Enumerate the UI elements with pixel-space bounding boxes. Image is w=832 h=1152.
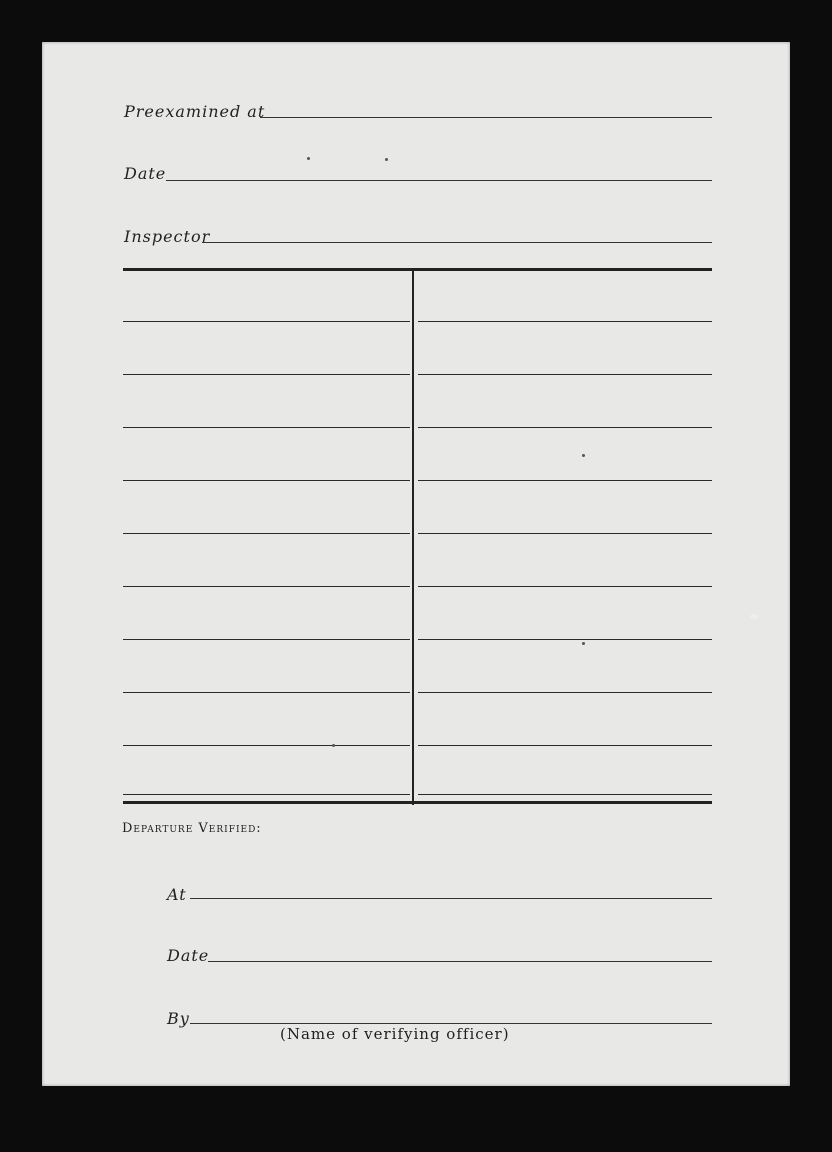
table-row[interactable] (123, 745, 410, 746)
scan-speck (307, 157, 310, 160)
departure-at-label: At (167, 885, 187, 904)
table-row[interactable] (123, 427, 410, 428)
preexamined-at-label: Preexamined at (124, 102, 266, 121)
scan-speck (385, 158, 388, 161)
departure-date-label: Date (167, 946, 210, 965)
table-row[interactable] (418, 427, 712, 428)
form-card (42, 42, 790, 1086)
inspector-line[interactable] (202, 242, 712, 243)
table-bottom-border (123, 801, 712, 804)
table-row[interactable] (123, 692, 410, 693)
inspector-label: Inspector (124, 227, 211, 246)
table-row[interactable] (418, 586, 712, 587)
table-row[interactable] (418, 692, 712, 693)
scan-speck (582, 454, 585, 457)
scan-speck (582, 642, 585, 645)
table-row[interactable] (418, 745, 712, 746)
verifying-officer-caption: (Name of verifying officer) (280, 1025, 510, 1043)
table-row[interactable] (123, 480, 410, 481)
table-row[interactable] (123, 639, 410, 640)
date-label: Date (124, 164, 167, 183)
departure-by-line[interactable] (190, 1023, 712, 1024)
table-row[interactable] (123, 321, 410, 322)
table-row[interactable] (123, 794, 410, 795)
departure-by-label: By (167, 1009, 190, 1028)
preexamined-at-line[interactable] (260, 117, 712, 118)
scan-speck (332, 744, 335, 747)
scan-speck (750, 614, 758, 619)
table-row[interactable] (123, 374, 410, 375)
table-row[interactable] (123, 586, 410, 587)
departure-at-line[interactable] (190, 898, 712, 899)
table-row[interactable] (418, 639, 712, 640)
table-row[interactable] (418, 321, 712, 322)
table-row[interactable] (123, 533, 410, 534)
departure-date-line[interactable] (208, 961, 712, 962)
table-row[interactable] (418, 533, 712, 534)
date-line[interactable] (166, 180, 712, 181)
table-top-border (123, 268, 712, 271)
table-row[interactable] (418, 794, 712, 795)
table-column-divider (412, 270, 414, 805)
table-row[interactable] (418, 374, 712, 375)
table-row[interactable] (418, 480, 712, 481)
departure-heading: Departure Verified: (122, 821, 262, 836)
